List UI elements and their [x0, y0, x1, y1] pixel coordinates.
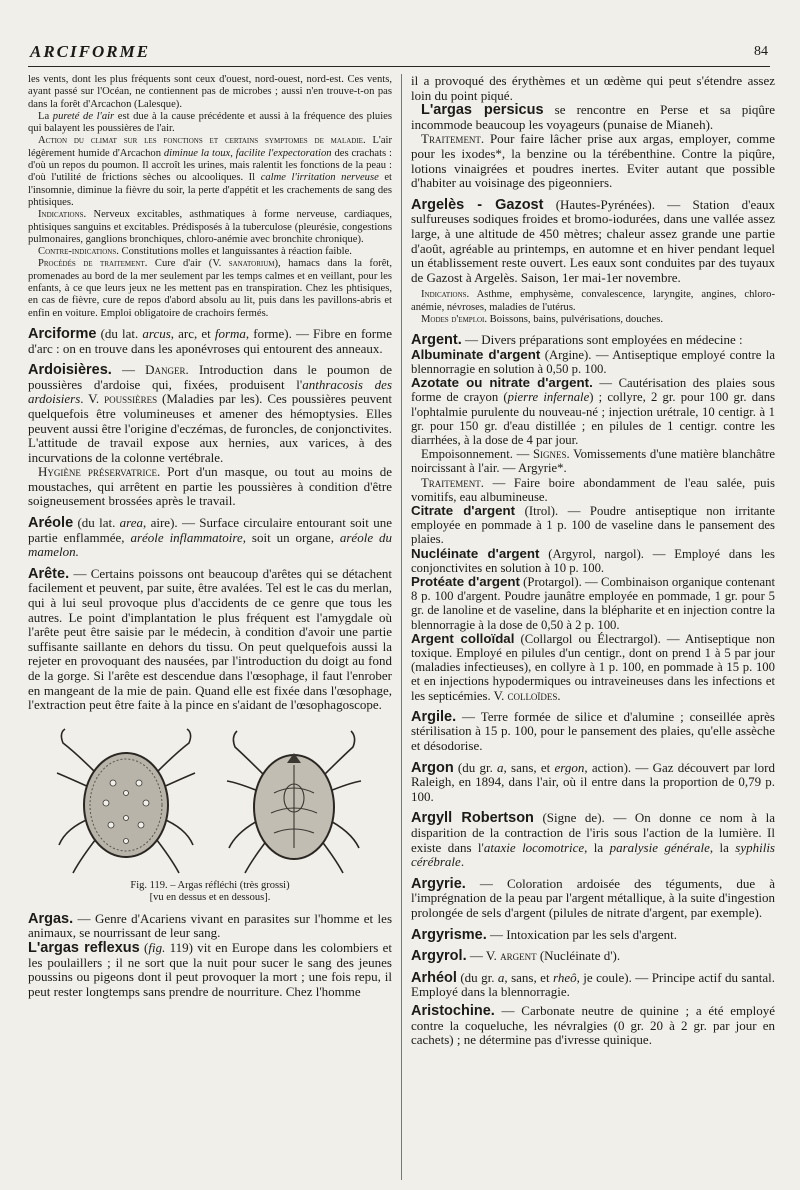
cross-reference: poussières	[104, 391, 158, 407]
entry-ardoisieres	[28, 363, 392, 465]
section-label: Indications.	[421, 289, 470, 301]
entry-argas-persicus	[411, 103, 775, 132]
entry-argent-colloidal	[411, 632, 775, 703]
headword: Argyrisme.	[411, 926, 487, 943]
section-label: Traitement.	[421, 131, 485, 147]
section-label: Action du climat sur les fonctions et certains symptomes de maladie.	[38, 135, 366, 147]
paragraph-traitement-argent	[411, 476, 775, 504]
text: Asthme, emphysème, convalescence, laryngite, angines, chloro-anémie, névroses, maladies de l'utérus.	[411, 289, 775, 313]
paragraph-air-purity	[28, 111, 392, 136]
headword: Aréole	[28, 515, 74, 532]
paragraph-treatment	[28, 258, 392, 319]
paragraph-contra-indications	[28, 246, 392, 258]
text: Boissons, bains, pulvérisations, douches.	[487, 313, 663, 325]
headword: Ardoisières.	[28, 362, 112, 379]
headword: Argyrie.	[411, 875, 466, 892]
text: . V.	[80, 391, 105, 407]
running-head: ARCIFORME	[30, 42, 151, 61]
text: (Protargol). — Combinaison organique contenant 8 p. 100 d'argent. Poudre jaunâtre employée en pommade, 1 gr. pour 5 gr. de lanoline et de vaseline, dans la blépharite et en injection contre la blennorragie à la dose de 0,50 à 2 p. 100.	[411, 575, 775, 632]
italic-text: aréole inflammatoire	[130, 529, 243, 545]
text: — Certains poissons ont beaucoup d'arêtes qui se détachent facilement et peuvent, par suite, être avalées. Tel est le cas du merlan, qui à lui seul provoque plus d'accidents de ce genre que tous les autres. Le point d'implantation le plus fréquent est l'amygdale où l'arête peut être saisie par le médecin, à condition d'avoir une partie suffisante saillante en dehors du tissu. On peut quelquefois aussi la rejeter en provoquant des nausées, par l'introduction du doigt au fond de la gorge. Si l'arête est descendue dans l'œsophage, il faut l'enrober en mangeant de la mie de pain. Quand elle est fixée dans l'œsophage, l'extraction peut être faite à la pince en s'aidant de l'œsophagoscope.	[28, 565, 392, 713]
paragraph-argas-treatment	[411, 132, 775, 190]
text: (Maladies par les). Ces poussières peuvent quelquefois être volumineuses et amener des hémoptysies. Elles peuvent aussi être l'origine d'eczémas, de furoncles, de conjonctivites. L'attitude de travail expose aux hernies, aux varices, à des incurvations de la colonne vertébrale.	[28, 391, 392, 465]
subheadword: L'argas reflexus	[28, 939, 140, 956]
text: , la	[709, 839, 736, 855]
entry-albuminate	[411, 348, 775, 376]
headword: Argas.	[28, 910, 74, 927]
subheadword: L'argas persicus	[421, 102, 544, 119]
entry-arheol	[411, 971, 775, 1000]
section-label: Contre-indications.	[38, 246, 119, 258]
headword: Arhéol	[411, 969, 457, 986]
entry-arciforme	[28, 327, 392, 356]
text: , forme). — Fibre en forme d'arc : on en trouve dans les aponévroses qui entourent des anneaux.	[28, 325, 392, 356]
entry-argent	[411, 333, 775, 348]
italic-text: ergon	[554, 759, 585, 775]
italic-text: pierre infernale	[507, 390, 590, 405]
text: (Argyrol, nargol). — Employé dans les conjonctivites en solution à 10 p. 100.	[411, 546, 775, 575]
caption-line-1: Fig. 119. – Argas réfléchi (très grossi)	[130, 879, 290, 891]
cross-reference: colloïdes.	[507, 688, 561, 703]
text: — V.	[466, 948, 501, 964]
section-label: — Signes.	[512, 447, 570, 462]
italic-text: arcus	[142, 325, 171, 341]
paragraph-argeles-indications	[411, 289, 775, 314]
section-label: Hygiène préservatrice.	[38, 464, 161, 480]
figure-caption	[28, 880, 392, 904]
text: — Cautérisation des plaies sous forme de crayon (	[411, 376, 775, 405]
headword: Argon	[411, 759, 454, 776]
headword: Arciforme	[28, 325, 97, 342]
italic-text: syphilis cérébrale	[411, 839, 775, 870]
text: — Carbonate neutre de quinine ; a été employé contre la coqueluche, les névralgies (0 gr. 20 à 2 gr. par jour en cachets) ; ne détermine pas d'ivresse quinique.	[411, 1002, 775, 1048]
paragraph-indications	[28, 209, 392, 246]
caption-line-2: [vu en dessus et en dessous].	[149, 891, 271, 903]
headword: Argyrol.	[411, 948, 467, 965]
italic-text: a	[497, 759, 504, 775]
text: Nerveux excitables, asthmatiques à forme nerveuse, cardiaques, phtisiques sanguins et excitables. Prédisposés à la tuberculose (pleurésie, congestions pulmonaires, ganglions bronchiques, chloro-anémie avec bronchite chronique).	[28, 209, 392, 245]
italic-text: diminue la toux, facilite l'expectoration	[163, 147, 332, 159]
paragraph-winds: les vents, dont les plus fréquents sont ceux d'ouest, nord-ouest, nord-est. Ces vents, ayant passé sur l'Océan, ne contiennent pas de microbes ; aussi n'en trouve-t-on pas dans la forêt d'Arcachon (Lalesque).	[28, 74, 392, 110]
right-column	[411, 74, 775, 1180]
text: — Faire boire abondamment de l'eau salée, puis vomitifs, eau albumineuse.	[411, 475, 775, 504]
text: est due à la cause précédente et aussi à la fréquence des pluies qui balayent les poussières de l'air.	[28, 110, 392, 135]
subheadword: Azotate ou nitrate d'argent.	[411, 375, 593, 391]
text: , action). — Gaz découvert par lord Raleigh, en 1894, dans l'air, où il entre dans la proportion de 0,79 p. 100.	[411, 759, 775, 804]
subheadword: Nucléinate d'argent	[411, 545, 540, 561]
argas-dorsal-illustration	[51, 723, 201, 878]
text: — Terre formée de silice et d'alumine ; conseillée après stérilisation à 15 p. 100, pour le pansement des plaies, qu'elle assèche et désodorise.	[411, 708, 775, 754]
entry-argile	[411, 710, 775, 754]
italic-text: calme l'irritation nerveuse	[260, 172, 379, 184]
text: (du gr.	[456, 969, 498, 985]
text: La	[38, 110, 53, 122]
entry-argeles-gazost	[411, 198, 775, 286]
subheadword: Citrate d'argent	[411, 503, 516, 519]
entry-arete	[28, 567, 392, 713]
section-label: Modes d'emploi.	[421, 313, 488, 325]
text: , soit un organe,	[242, 529, 340, 545]
entry-argyll-robertson	[411, 811, 775, 869]
text: — Divers préparations sont employées en médecine :	[461, 332, 743, 348]
entry-argas-reflexus	[28, 941, 392, 999]
italic-text: aréole du mamelon.	[28, 529, 392, 560]
text: Empoisonnement.	[421, 447, 513, 462]
paragraph-hygiene	[28, 465, 392, 509]
text: (Signe de). — On donne ce nom à la disparition de la contraction de l'iris sous l'action de la lumière. Il existe dans l'	[411, 810, 775, 855]
subheadword: Albuminate d'argent	[411, 346, 541, 362]
text: ) ; collyre, 2 gr. pour 100 gr. dans l'ophtalmie purulente du nouveau-né ; injection urétrale, 10 centigr. à 1 gr. pour 150 gr. d'eau distillée ; en pilules de 1 centigr. contre les diarrhées, à la dose de 4 par jour.	[411, 390, 775, 448]
text: 119) vit en Europe dans les colombiers et les poulaillers ; il ne sort que la nuit pour sucer le sang des jeunes poussins ou pigeons dont il peut provoquer la mort ; une fois repu, il peut rester longtemps sans prendre de nourriture. Chez l'homme	[28, 939, 392, 999]
text: (du gr.	[453, 759, 498, 775]
headword: Arête.	[28, 565, 70, 582]
entry-citrate	[411, 504, 775, 547]
text: , arc, et	[170, 325, 215, 341]
entry-argyrol	[411, 949, 775, 964]
text: Pour faire lâcher prise aux argas, employer, comme pour les ixodes*, la benzine ou la térébenthine. Contre la piqûre, lotions vinaigrées et poudres inertes. Eviter autant que possible d'habiter au voisinage des pigeonniers.	[411, 131, 775, 191]
argas-ventral-illustration	[219, 723, 369, 878]
entry-argas	[28, 912, 392, 941]
text: , la	[584, 839, 610, 855]
text: Cure d'air (V.	[147, 258, 229, 270]
cross-reference: sanatorium	[228, 258, 275, 270]
section-label: Indications.	[38, 209, 87, 221]
text: , sans, et	[504, 969, 553, 985]
entry-argyrie	[411, 877, 775, 921]
cross-reference: argent	[500, 948, 537, 964]
text: des crachats : d'où un repos du poumon. Il accroît les urines, mais ralentit les fonctions de la peau : d'où l'utilité de frictions sèches ou alcooliques. Il	[28, 147, 392, 184]
entry-proteate	[411, 575, 775, 632]
text: (Argine). — Antiseptique employé contre la blennorragie en solution à 0,50 p. 100.	[411, 347, 775, 376]
italic-text: fig.	[148, 939, 166, 955]
text: (Collargol ou Électrargol). — Antiseptique non toxique. Employé en pilules d'un centigr., dont on prend 1 à 5 par jour (maladies infectieuses), en collyre à 1 p. 100, en pommade à 15 p. 100 et en injections hypodermiques ou intraveineuses dans les infections et les septicémies. V.	[411, 631, 775, 703]
text: — Coloration ardoisée des téguments, due à l'imprégnation de la peau par l'argent métallique, à la suite d'ingestion prolongée de sels d'argent (pilules de nitrate d'argent, par exemple).	[411, 875, 775, 920]
text: (Itrol). — Poudre antiseptique non irritante employée en pommade à 1 p. 100 de vaseline dans le pansement des plaies.	[411, 504, 775, 547]
paragraph-argeles-modes	[411, 314, 775, 326]
text: Port d'un masque, ou tout au moins de moustaches, qui arrêtent en partie les poussières à condition d'être soigneusement brossées après le travail.	[28, 464, 392, 509]
text: — Genre d'Acariens vivant en parasites sur l'homme et les animaux, se nourrissant de leur sang.	[28, 910, 392, 941]
entry-argon	[411, 761, 775, 805]
text: (du lat.	[73, 515, 120, 531]
entry-azotate	[411, 376, 775, 447]
figure-argas	[28, 723, 392, 878]
text: (du lat.	[96, 325, 143, 341]
text: , aire). — Surface circulaire entourant soit une partie enflammée,	[28, 515, 392, 545]
text: (	[139, 939, 149, 955]
italic-text: forma	[214, 325, 246, 341]
entry-aristochine	[411, 1004, 775, 1048]
headword: Argyll Robertson	[411, 810, 534, 827]
italic-text: anthracosis des ardoisiers	[28, 376, 392, 407]
headword: Argent.	[411, 332, 462, 349]
entry-argyrisme	[411, 928, 775, 943]
paragraph-argas-continued: il a provoqué des érythèmes et un œdème qui peut s'étendre assez loin du point piqué.	[411, 74, 775, 103]
section-label: Procédés de traitement.	[38, 258, 148, 270]
italic-text: rheô	[553, 969, 577, 985]
entry-nucleinate	[411, 547, 775, 575]
text: Vomissements d'une matière blanchâtre noircissant à l'air. — Argyrie*.	[411, 447, 775, 476]
text: — Intoxication par les sels d'argent.	[486, 926, 677, 942]
text: Constitutions molles et languissantes à réaction faible.	[118, 246, 352, 258]
italic-text: area	[119, 515, 144, 531]
headword: Aristochine.	[411, 1002, 495, 1019]
paragraph-climate-action	[28, 135, 392, 209]
text: (Hautes-Pyrénées). — Station d'eaux sulfureuses sodiques froides et bromo-iodurées, dans une vallée assez large, à une altitude de 450 mètres; chaleur assez grande une partie d'août, agréable au printemps, en automne et en hiver pendant lequel un établissement reste ouvert. Les eaux sont conduites par des tuyaux de Gazost à Argelès. Saison, 1er mai-1er novembre.	[411, 196, 775, 285]
headword: Argile.	[411, 708, 457, 725]
text: .	[460, 854, 465, 870]
text: se rencontre en Perse et sa piqûre incommode beaucoup les voyageurs (punaise de Mianeh).	[411, 102, 775, 132]
text: ), hamacs dans la forêt, promenades au bord de la mer seulement par les temps calmes et en veillant, pour les enfants, à ce que leurs jeux ne les mettent pas en transpiration. Chez les phtisiques, en cas de fièvre, cure de repos d'abord absolu au lit, puis dans les pavillons-abris et enfin en voiture. Emploi obligatoire de crachoirs fermés.	[28, 258, 392, 319]
italic-text: a	[497, 969, 505, 985]
italic-text: pureté de l'air	[52, 110, 115, 122]
entry-areole	[28, 516, 392, 560]
text: , sans, et	[503, 759, 555, 775]
text: et l'insomnie, diminue la fièvre du soir, la perte d'appétit et les crachements de sang des phtisiques.	[28, 172, 392, 208]
subheadword: Protéate d'argent	[411, 574, 520, 590]
italic-text: paralysie générale	[609, 839, 710, 855]
headword: Argelès - Gazost	[411, 196, 544, 213]
subheadword: Argent colloïdal	[411, 630, 515, 646]
text: , je coule). — Principe actif du santal. Employé dans la blennorragie.	[411, 969, 775, 1000]
left-column	[28, 74, 392, 1180]
text: Introduction dans le poumon de poussières d'ardoise qui, fixées, produisent l'	[28, 362, 392, 392]
section-label: — Danger.	[111, 362, 189, 378]
column-divider	[401, 74, 402, 1180]
italic-text: ataxie locomotrice	[483, 839, 585, 855]
text: L'air légèrement humide d'Arcachon	[28, 135, 392, 159]
page-number: 84	[754, 44, 768, 59]
header-rule	[28, 66, 770, 67]
text: (Nucléinate d').	[536, 948, 621, 964]
paragraph-empoisonnement	[411, 447, 775, 475]
section-label: Traitement.	[421, 475, 484, 490]
